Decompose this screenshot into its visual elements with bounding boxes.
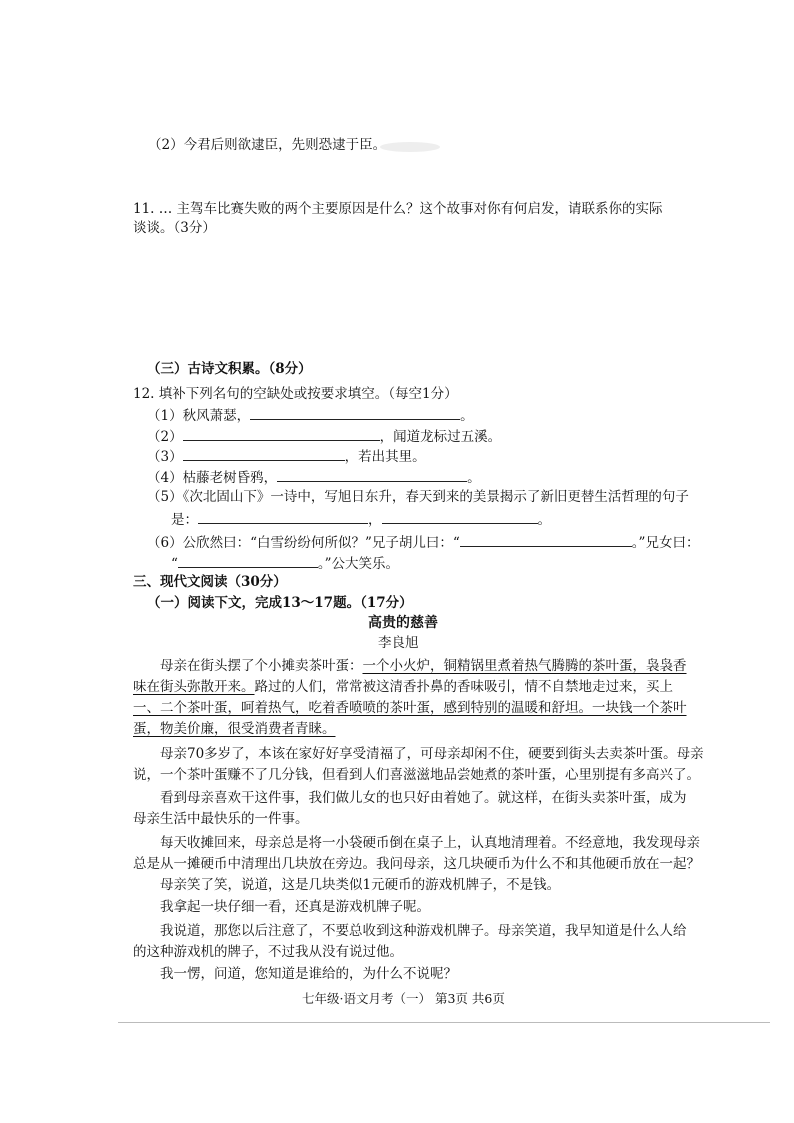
section-classical-accumulation: （三）古诗文积累。（8分） bbox=[147, 361, 312, 377]
answer-blank[interactable] bbox=[277, 467, 467, 482]
item-6-end: 。”兄女曰： bbox=[631, 535, 700, 551]
article-p4-line1: 每天收摊回来，母亲总是将一小袋硬币倒在桌子上，认真地清理着。不经意地，我发现母亲 bbox=[160, 835, 700, 851]
reading-1-instructions: （一）阅读下文，完成13～17题。（17分） bbox=[147, 595, 413, 611]
item-3-end: ，若出其里。 bbox=[344, 449, 426, 465]
page-footer: 七年级·语文月考（一） 第3页 共6页 bbox=[302, 991, 505, 1006]
item-3-start: （3） bbox=[147, 449, 183, 465]
item-4-text: （4）枯藤老树昏鸦， bbox=[147, 470, 278, 486]
underlined-text: 蛋，物美价廉，很受消费者青睐。 bbox=[133, 721, 336, 737]
question-11-line1: 11. … 主驾车比赛失败的两个主要原因是什么？这个故事对你有何启发，请联系你的实际 bbox=[133, 201, 663, 217]
article-p3-line2: 母亲生活中最快乐的一件事。 bbox=[133, 811, 309, 827]
answer-blank[interactable] bbox=[183, 426, 380, 441]
article-p5: 母亲笑了笑，说道，这是几块类似1元硬币的游戏机牌子，不是钱。 bbox=[160, 877, 561, 893]
item-6-line2-end: 。”公大笑乐。 bbox=[317, 556, 400, 572]
article-p6: 我拿起一块仔细一看，还真是游戏机牌子呢。 bbox=[160, 899, 430, 915]
item-5-comma: ， bbox=[368, 512, 382, 528]
article-p2-line2: 说，一个茶叶蛋赚不了几分钱，但看到人们喜滋滋地品尝她煮的茶叶蛋，心里别提有多高兴了。 bbox=[133, 767, 700, 783]
answer-blank[interactable] bbox=[183, 446, 345, 461]
answer-blank[interactable] bbox=[178, 553, 318, 568]
question-10-2: （2）今君后则欲逮臣，先则恐逮于臣。 bbox=[148, 137, 387, 153]
item-5-end: 。 bbox=[537, 512, 551, 528]
item-5-label: 是： bbox=[171, 512, 198, 528]
article-p3-line1: 看到母亲喜欢干这件事，我们做儿女的也只好由着她了。就这样，在街头卖茶叶蛋，成为 bbox=[160, 790, 687, 806]
article-p4-line2: 总是从一摊硬币中清理出几块放在旁边。我问母亲，这几块硬币为什么不和其他硬币放在一起？ bbox=[133, 856, 700, 872]
article-p8: 我一愣，问道，您知道是谁给的，为什么不说呢？ bbox=[160, 966, 457, 982]
p1-text: 母亲在街头摆了个小摊卖茶叶蛋： bbox=[160, 658, 363, 674]
p1-text: 路过的人们，常常被这清香扑鼻的香味吸引，情不自禁地走过来，买上 bbox=[254, 679, 673, 695]
question-12-item-6-line2 bbox=[171, 553, 399, 573]
question-12-item-1 bbox=[147, 405, 474, 425]
question-12-item-5-line1: （5）《次北固山下》一诗中，写旭日东升，春天到来的美景揭示了新旧更替生活哲理的句子 bbox=[147, 489, 689, 505]
item-1-text: （1）秋风萧瑟， bbox=[147, 408, 251, 424]
item-2-start: （2） bbox=[147, 429, 183, 445]
article-p1-line3 bbox=[133, 699, 687, 717]
scan-smudge bbox=[380, 142, 440, 152]
answer-blank[interactable] bbox=[250, 405, 460, 420]
item-1-end: 。 bbox=[460, 408, 474, 424]
answer-blank[interactable] bbox=[460, 532, 632, 547]
item-6-start: （6）公欣然曰：“白雪纷纷何所似？”兄子胡儿曰：“ bbox=[147, 535, 460, 551]
article-p1-line4 bbox=[133, 720, 336, 738]
article-p7-line1: 我说道，那您以后注意了，不要总收到这种游戏机牌子。母亲笑道，我早知道是什么人给 bbox=[160, 923, 687, 939]
question-12-item-4 bbox=[147, 467, 481, 487]
bottom-rule bbox=[118, 1022, 770, 1023]
article-title: 高贵的慈善 bbox=[368, 615, 438, 631]
underlined-text: 一个小火炉，铜精锅里煮着热气腾腾的茶叶蛋，袅袅香 bbox=[362, 658, 687, 674]
question-12-item-3 bbox=[147, 446, 426, 466]
part-modern-reading: 三、现代文阅读（30分） bbox=[133, 574, 287, 590]
item-2-end: ，闻道龙标过五溪。 bbox=[379, 429, 502, 445]
article-author: 李良旭 bbox=[378, 635, 419, 651]
question-12-item-2 bbox=[147, 426, 501, 446]
question-12-item-6-line1 bbox=[147, 532, 699, 552]
underlined-text: 味在街头弥散开来。 bbox=[133, 679, 255, 695]
underlined-text: 一块钱一个茶叶 bbox=[592, 700, 687, 716]
item-4-end: 。 bbox=[467, 470, 481, 486]
answer-blank[interactable] bbox=[198, 509, 368, 524]
underlined-text: 一、二个茶叶蛋，呵着热气，吃着香喷喷的茶叶蛋，感到特别的温暖和舒坦。 bbox=[133, 700, 592, 716]
article-p7-line2: 的这种游戏机的牌子，不过我从没有说过他。 bbox=[133, 944, 403, 960]
question-12-prompt: 12. 填补下列名句的空缺处或按要求填空。（每空1分） bbox=[133, 386, 458, 402]
item-6-line2-start: “ bbox=[171, 556, 178, 572]
answer-blank[interactable] bbox=[382, 509, 538, 524]
question-11-line2: 谈谈。（3分） bbox=[133, 220, 216, 236]
question-12-item-5-line2 bbox=[171, 509, 551, 529]
article-p2-line1: 母亲70多岁了，本该在家好好享受清福了，可母亲却闲不住，硬要到街头去卖茶叶蛋。母亲 bbox=[160, 746, 704, 762]
article-p1-line2 bbox=[133, 678, 673, 696]
article-p1-line1 bbox=[160, 657, 687, 675]
